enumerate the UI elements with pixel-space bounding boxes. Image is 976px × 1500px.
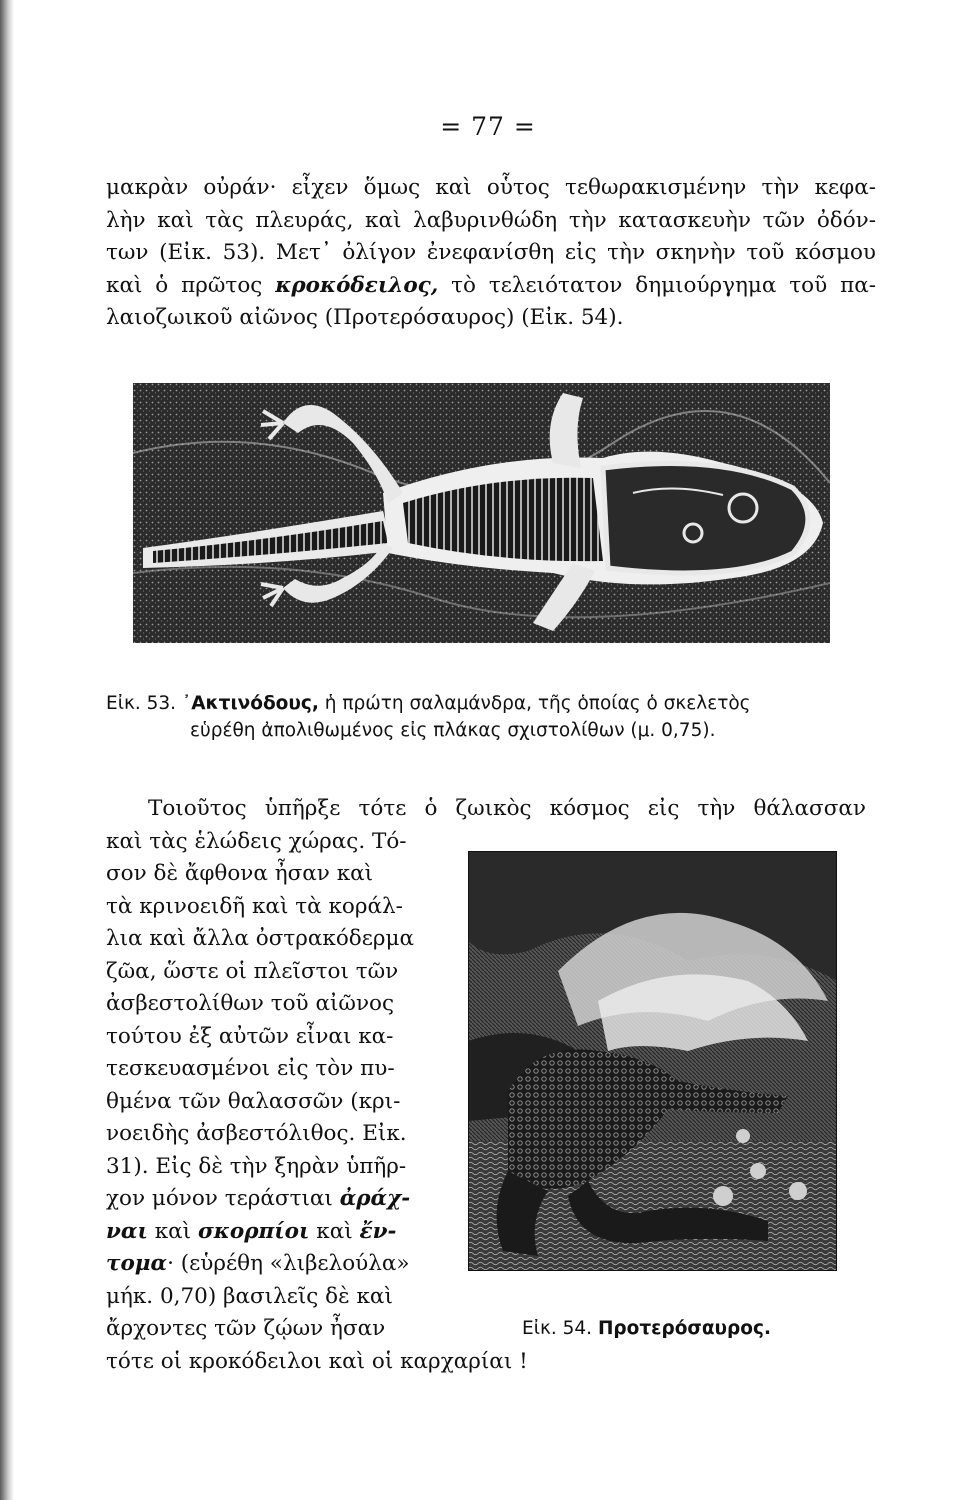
emphasis-spiders: ἀράχ- <box>339 1186 411 1211</box>
text-line: τεσκευασμένοι εἰς τὸν πυ- <box>106 1056 395 1081</box>
text-line: σον δὲ ἄφθονα ἦσαν καὶ <box>106 861 374 886</box>
text-line: θμένα τῶν θαλασσῶν (κρι- <box>106 1088 401 1114</box>
page-number: = 77 = <box>440 112 536 141</box>
caption-title: Προτερόσαυρος. <box>597 1318 771 1339</box>
text-line: των (Εἰκ. 53). Μετ᾽ ὀλίγον ἐνεφανίσθη εἰς τὴν σκηνὴν τοῦ κόσμου <box>106 240 876 265</box>
text-line: τούτου ἐξ αὐτῶν εἶναι κα- <box>106 1023 394 1049</box>
fossil-slab-image <box>133 383 830 643</box>
figure-54-caption <box>522 1318 771 1339</box>
caption-line <box>106 690 876 717</box>
text-span: τὸ τελειότατον δημιούργημα τοῦ πα- <box>438 272 876 298</box>
text-line: νοειδὴς ἀσβεστόλιθος. Εἰκ. <box>106 1121 407 1146</box>
text-line: ἄρχοντες τῶν ζῴων ἦσαν <box>106 1316 386 1341</box>
text-span: καὶ <box>147 1218 198 1244</box>
text-line: λὴν καὶ τὰς πλευράς, καὶ λαβυρινθώδη τὴν κατασκευὴν τῶν ὀδόν- <box>106 207 876 233</box>
crocodile-scene-image <box>468 851 837 1271</box>
text-line: ἀσβεστολίθων τοῦ αἰῶνος <box>106 991 394 1016</box>
figure-53-caption <box>106 690 876 744</box>
emphasis-spiders-end: ναι <box>106 1218 148 1244</box>
page-edge-shadow <box>0 0 14 1500</box>
text-span: καὶ <box>309 1218 360 1244</box>
emphasis-insects-end: τομα <box>106 1251 168 1276</box>
caption-line: εὑρέθη ἀπολιθωμένος εἰς πλάκας σχιστολίθων (μ. 0,75). <box>190 720 716 741</box>
text-line: τὰ κρινοειδῆ καὶ τὰ κοράλ- <box>106 893 403 919</box>
caption-label: Εἰκ. 54. <box>522 1318 593 1339</box>
text-span: καὶ ὁ πρῶτος <box>106 272 276 298</box>
figure-54-proterosaurus-engraving <box>468 851 837 1271</box>
figure-53-fossil-illustration <box>133 383 830 643</box>
paragraph-intro <box>106 172 876 335</box>
caption-species-name: ᾿Ακτινόδους, <box>181 693 319 714</box>
text-line: 31). Εἰς δὲ τὴν ξηρὰν ὑπῆρ- <box>106 1153 407 1179</box>
text-line: λαιοζωικοῦ αἰῶνος (Προτερόσαυρος) (Εἰκ. 54). <box>106 305 624 330</box>
text-span: χον μόνον τεράστιαι <box>106 1186 340 1211</box>
text-line: Τοιοῦτος ὑπῆρξε τότε ὁ ζωικὸς κόσμος εἰς τὴν θάλασσαν <box>148 796 866 821</box>
text-line: μήκ. 0,70) βασιλεῖς δὲ καὶ <box>106 1283 393 1309</box>
text-line: μακρὰν οὐράν· εἶχεν ὅμως καὶ οὗτος τεθωρακισμένην τὴν κεφα- <box>106 175 876 200</box>
text-line: τότε οἱ κροκόδειλοι καὶ οἱ καρχαρίαι ! <box>106 1348 528 1374</box>
text-span: · (εὑρέθη «λιβελούλα» <box>167 1251 410 1276</box>
text-line: καὶ τὰς ἑλώδεις χώρας. Τό- <box>106 828 407 854</box>
emphasis-scorpions: σκορπίοι <box>197 1218 310 1244</box>
emphasis-crocodile: κροκόδειλος, <box>275 272 439 298</box>
caption-label: Εἰκ. 53. <box>106 693 177 714</box>
caption-text: ἡ πρώτη σαλαμάνδρα, τῆς ὁποίας ὁ σκελετὸς <box>324 693 751 714</box>
text-line: λια καὶ ἄλλα ὀστρακόδερμα <box>106 926 415 951</box>
text-line <box>106 270 876 303</box>
text-line: ζῶα, ὥστε οἱ πλεῖστοι τῶν <box>106 958 399 984</box>
emphasis-insects: ἔν- <box>359 1218 397 1244</box>
